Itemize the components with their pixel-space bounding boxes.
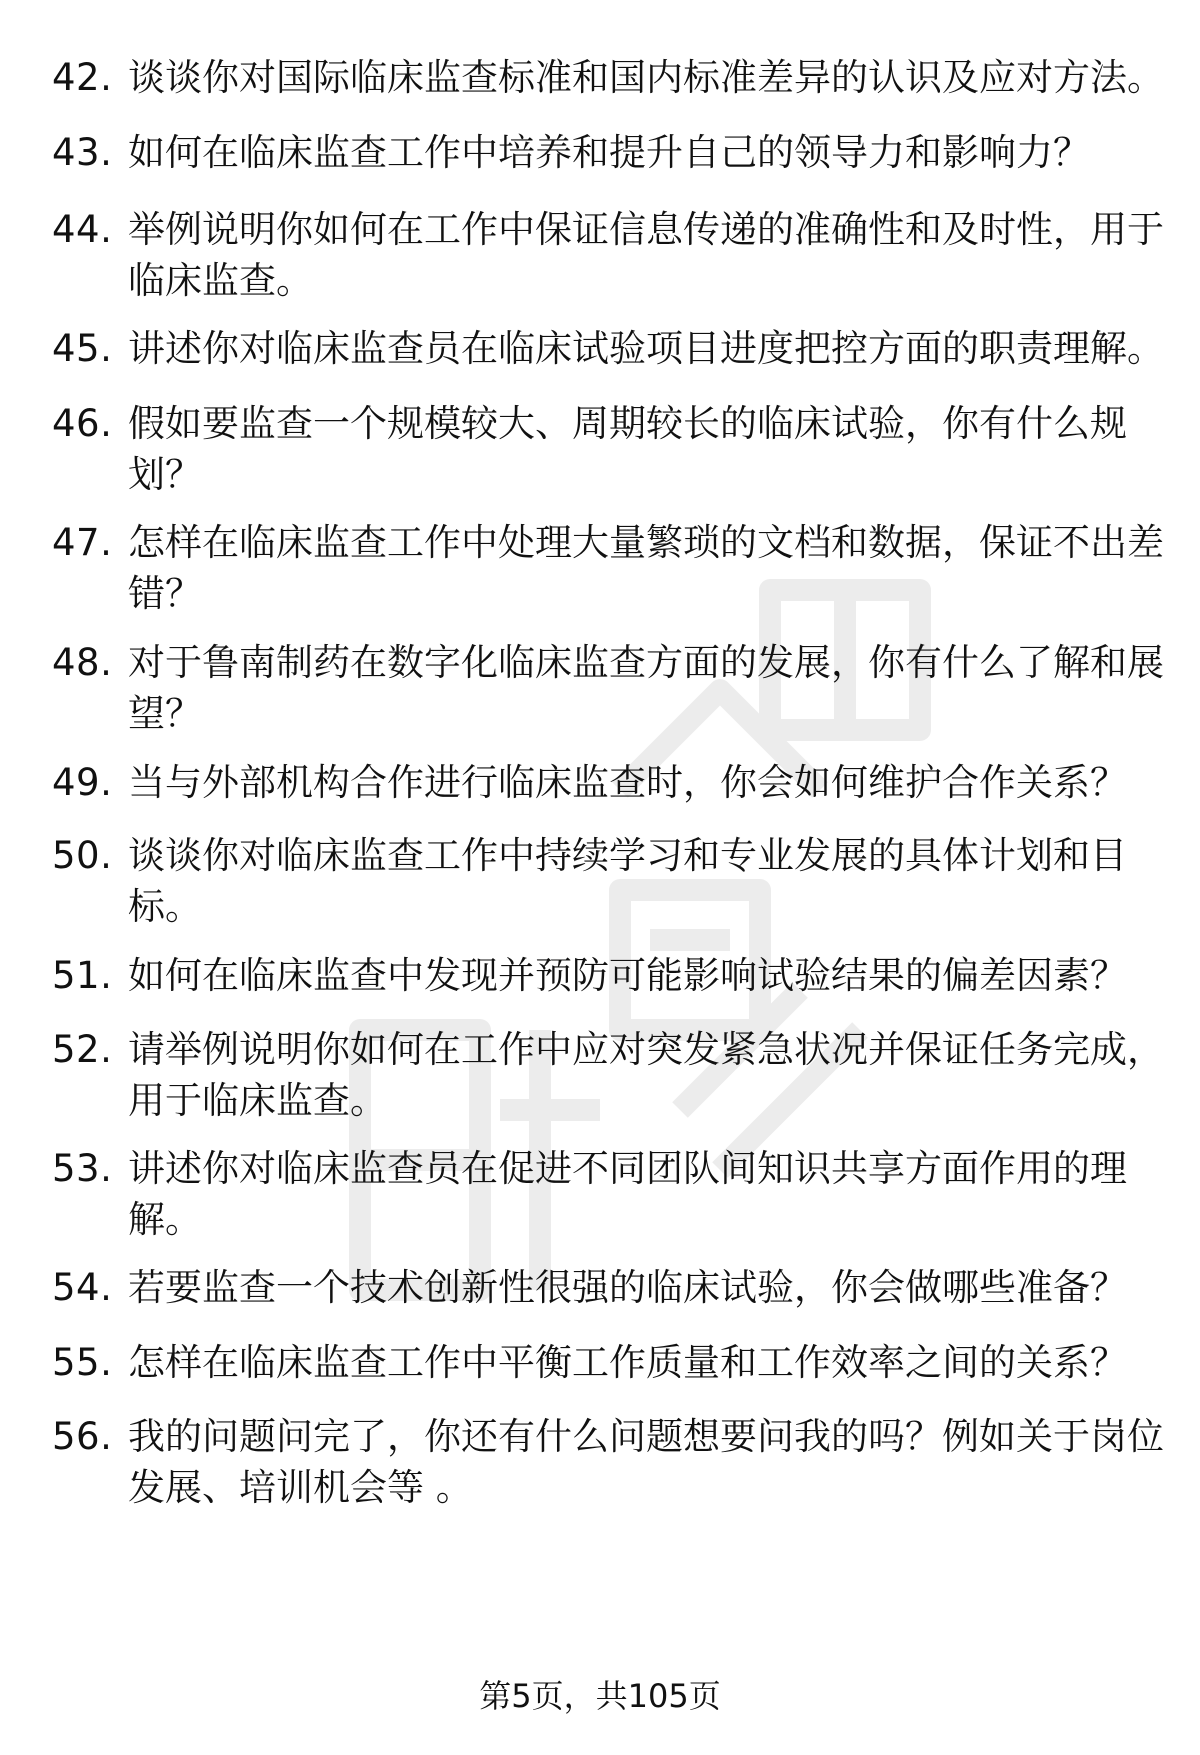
question-number: 44. — [52, 208, 113, 251]
question-number: 54. — [52, 1266, 113, 1309]
question-number: 56. — [52, 1415, 113, 1458]
question-number: 50. — [52, 834, 113, 877]
question-text: 怎样在临床监查工作中处理大量繁琐的文档和数据，保证不出差 错？ — [128, 521, 1164, 615]
question-text: 讲述你对临床监查员在促进不同团队间知识共享方面作用的理 解。 — [128, 1147, 1127, 1241]
question-number: 52. — [52, 1028, 113, 1071]
question-number: 49. — [52, 761, 113, 804]
question-text: 我的问题问完了，你还有什么问题想要问我的吗？例如关于岗位 发展、培训机会等 。 — [128, 1415, 1164, 1509]
question-text: 谈谈你对国际临床监查标准和国内标准差异的认识及应对方法。 — [128, 56, 1164, 99]
question-text: 如何在临床监查工作中培养和提升自己的领导力和影响力？ — [128, 131, 1090, 174]
page-number: 第5页，共105页 — [479, 1677, 721, 1715]
question-number: 46. — [52, 402, 113, 445]
question-text: 当与外部机构合作进行临床监查时，你会如何维护合作关系？ — [128, 761, 1127, 804]
question-number: 53. — [52, 1147, 113, 1190]
question-text: 假如要监查一个规模较大、周期较长的临床试验，你有什么规 划？ — [128, 402, 1127, 496]
question-text: 如何在临床监查中发现并预防可能影响试验结果的偏差因素？ — [128, 954, 1127, 997]
question-text: 对于鲁南制药在数字化临床监查方面的发展，你有什么了解和展 望？ — [128, 641, 1164, 735]
question-text: 怎样在临床监查工作中平衡工作质量和工作效率之间的关系？ — [128, 1341, 1127, 1384]
question-text: 讲述你对临床监查员在临床试验项目进度把控方面的职责理解。 — [128, 327, 1164, 370]
question-text: 若要监查一个技术创新性很强的临床试验，你会做哪些准备？ — [128, 1266, 1127, 1309]
question-number: 48. — [52, 641, 113, 684]
question-number: 42. — [52, 56, 113, 99]
question-text: 举例说明你如何在工作中保证信息传递的准确性和及时性，用于 临床监查。 — [128, 208, 1164, 302]
question-text: 请举例说明你如何在工作中应对突发紧急状况并保证任务完成， 用于临床监查。 — [128, 1028, 1164, 1122]
question-text: 谈谈你对临床监查工作中持续学习和专业发展的具体计划和目 标。 — [128, 834, 1127, 928]
question-number: 55. — [52, 1341, 113, 1384]
question-number: 51. — [52, 954, 113, 997]
question-number: 43. — [52, 131, 113, 174]
question-number: 45. — [52, 327, 113, 370]
question-number: 47. — [52, 521, 113, 564]
